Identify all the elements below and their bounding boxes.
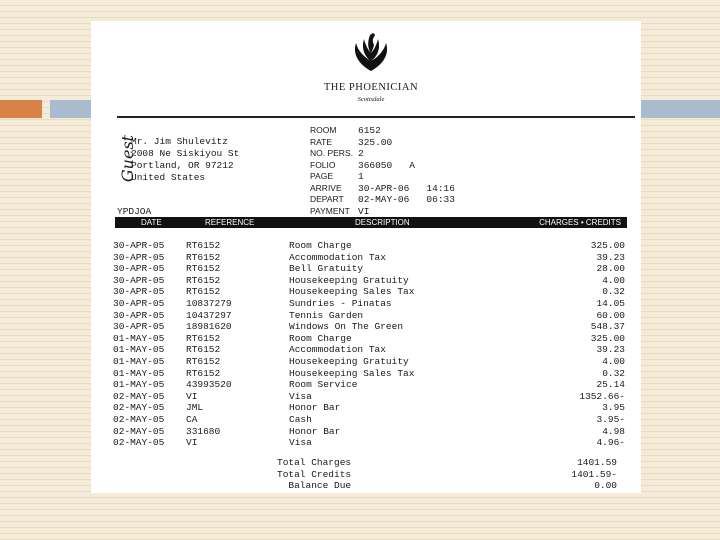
table-row bbox=[113, 402, 625, 414]
folio-info-labels bbox=[310, 125, 353, 217]
table-row bbox=[113, 251, 625, 264]
guest-address-block bbox=[131, 136, 239, 184]
row-reference: RT6152 bbox=[186, 274, 221, 286]
table-header-bar bbox=[115, 217, 627, 228]
row-reference: 331680 bbox=[186, 425, 221, 437]
row-date: 01-MAY-05 bbox=[113, 344, 165, 356]
row-reference: RT6152 bbox=[186, 263, 221, 275]
row-reference: RT6152 bbox=[186, 251, 221, 263]
row-description: Room Charge bbox=[289, 332, 352, 344]
hotel-folio-document bbox=[91, 21, 641, 493]
row-date: 01-MAY-05 bbox=[113, 379, 165, 391]
address-line: Portland, OR 97212 bbox=[131, 160, 234, 171]
row-description: Accommodation Tax bbox=[289, 344, 386, 356]
row-date: 02-MAY-05 bbox=[113, 425, 165, 437]
hotel-name: THE PHOENICIAN bbox=[323, 82, 419, 93]
row-date: 30-APR-05 bbox=[113, 240, 165, 251]
address-line: United States bbox=[131, 172, 206, 183]
info-label-folio: FOLIO bbox=[310, 159, 336, 170]
total-charges-amount: 1401.59 bbox=[577, 457, 617, 468]
row-reference: RT6152 bbox=[186, 286, 221, 298]
row-amount: 0.32 bbox=[602, 286, 625, 298]
total-credits-label: Total Credits bbox=[277, 468, 352, 480]
row-amount: 4.98 bbox=[602, 425, 625, 437]
table-row bbox=[113, 437, 625, 449]
folio-info-values bbox=[358, 125, 455, 217]
info-label-arrive: ARRIVE bbox=[310, 182, 342, 193]
table-row bbox=[113, 379, 625, 391]
balance-due-amount: 0.00 bbox=[594, 480, 617, 492]
row-amount: 39.23 bbox=[596, 251, 625, 263]
header-amount: CHARGES • CREDITS bbox=[539, 218, 621, 227]
row-date: 02-MAY-05 bbox=[113, 390, 165, 402]
totals-block bbox=[277, 457, 617, 492]
info-value-rate: 325.00 bbox=[358, 136, 393, 148]
row-date: 02-MAY-05 bbox=[113, 437, 165, 449]
table-row bbox=[113, 297, 625, 310]
info-value-arrive: 30-APR-06 14:16 bbox=[358, 182, 455, 194]
row-description: Housekeeping Sales Tax bbox=[289, 367, 415, 379]
info-value-persons: 2 bbox=[358, 148, 364, 159]
total-row bbox=[277, 457, 617, 469]
table-row bbox=[113, 263, 625, 275]
phoenix-bird-logo-icon bbox=[346, 31, 396, 76]
info-value-page: 1 bbox=[358, 171, 364, 182]
row-amount: 4.96- bbox=[596, 437, 625, 449]
total-charges-label: Total Charges bbox=[277, 457, 352, 468]
info-value-depart: 02-MAY-06 06:33 bbox=[358, 194, 455, 205]
row-description: Housekeeping Gratuity bbox=[289, 355, 409, 367]
table-row bbox=[113, 367, 625, 380]
address-line: Mr. Jim Shulevitz bbox=[131, 136, 228, 147]
row-amount: 60.00 bbox=[596, 309, 625, 321]
table-row bbox=[113, 309, 625, 322]
row-reference: RT6152 bbox=[186, 355, 221, 367]
row-description: Room Charge bbox=[289, 240, 352, 251]
row-reference: 10437297 bbox=[186, 309, 232, 321]
info-value-folio: 366050 A bbox=[358, 159, 416, 171]
row-amount: 325.00 bbox=[590, 240, 625, 251]
total-credits-amount: 1401.59- bbox=[571, 468, 617, 480]
row-amount: 548.37 bbox=[590, 321, 625, 333]
row-description: Visa bbox=[289, 390, 312, 402]
row-amount: 0.32 bbox=[602, 367, 625, 379]
row-description: Sundries - Pinatas bbox=[289, 297, 392, 309]
header-reference: REFERENCE bbox=[205, 218, 255, 227]
table-row bbox=[113, 286, 625, 298]
row-reference: 43993520 bbox=[186, 379, 232, 391]
row-date: 30-APR-05 bbox=[113, 263, 165, 275]
balance-due-label: Balance Due bbox=[277, 480, 352, 492]
info-value-room: 6152 bbox=[358, 125, 381, 136]
row-reference: RT6152 bbox=[186, 367, 221, 379]
row-amount: 3.95- bbox=[596, 413, 625, 425]
total-row bbox=[277, 480, 617, 492]
row-date: 02-MAY-05 bbox=[113, 402, 165, 414]
header-description: DESCRIPTION bbox=[355, 218, 410, 227]
row-amount: 4.00 bbox=[602, 274, 625, 286]
table-row bbox=[113, 321, 625, 333]
row-description: Visa bbox=[289, 437, 312, 449]
table-row bbox=[113, 390, 625, 403]
row-date: 02-MAY-05 bbox=[113, 413, 165, 425]
row-date: 01-MAY-05 bbox=[113, 355, 165, 367]
address-line: 2008 Ne Siskiyou St bbox=[131, 148, 240, 159]
row-description: Honor Bar bbox=[289, 425, 341, 437]
row-description: Cash bbox=[289, 413, 312, 425]
row-description: Accommodation Tax bbox=[289, 251, 386, 263]
total-row bbox=[277, 469, 617, 481]
row-reference: JML bbox=[186, 402, 204, 414]
table-row bbox=[113, 413, 625, 426]
row-description: Windows On The Green bbox=[289, 321, 404, 333]
row-amount: 3.95 bbox=[602, 402, 625, 414]
info-label-room: ROOM bbox=[310, 125, 337, 135]
table-row bbox=[113, 240, 625, 252]
row-description: Tennis Garden bbox=[289, 309, 364, 321]
charges-table-body bbox=[113, 240, 625, 449]
row-amount: 325.00 bbox=[590, 332, 625, 344]
table-row bbox=[113, 344, 625, 356]
row-reference: RT6152 bbox=[186, 344, 221, 356]
info-label-rate: RATE bbox=[310, 136, 333, 147]
row-date: 01-MAY-05 bbox=[113, 367, 165, 379]
info-label-page: PAGE bbox=[310, 171, 333, 181]
accent-bar-blue-left bbox=[50, 100, 92, 118]
row-amount: 1352.66- bbox=[579, 390, 625, 402]
table-row bbox=[113, 355, 625, 368]
row-amount: 14.05 bbox=[596, 297, 625, 309]
row-reference: 10837279 bbox=[186, 297, 232, 309]
row-reference: VI bbox=[186, 390, 198, 402]
info-label-payment: PAYMENT bbox=[310, 205, 350, 216]
table-row bbox=[113, 332, 625, 345]
row-date: 30-APR-05 bbox=[113, 309, 165, 321]
header-date: DATE bbox=[141, 218, 162, 227]
accent-bar-blue-right bbox=[640, 100, 720, 118]
row-reference: CA bbox=[186, 413, 198, 425]
row-date: 30-APR-05 bbox=[113, 251, 165, 263]
row-date: 30-APR-05 bbox=[113, 286, 165, 298]
info-label-depart: DEPART bbox=[310, 194, 344, 204]
info-value-payment: VI bbox=[358, 205, 370, 217]
row-amount: 39.23 bbox=[596, 344, 625, 356]
guest-handwritten-label: Guest bbox=[118, 134, 138, 183]
row-description: Housekeeping Gratuity bbox=[289, 274, 409, 286]
row-date: 30-APR-05 bbox=[113, 297, 165, 309]
row-amount: 28.00 bbox=[596, 263, 625, 275]
row-reference: 18981620 bbox=[186, 321, 232, 333]
row-reference: RT6152 bbox=[186, 332, 221, 344]
row-reference: RT6152 bbox=[186, 240, 221, 251]
row-amount: 4.00 bbox=[602, 355, 625, 367]
row-reference: VI bbox=[186, 437, 198, 449]
row-description: Honor Bar bbox=[289, 402, 341, 414]
table-row bbox=[113, 425, 625, 438]
table-row bbox=[113, 274, 625, 287]
row-description: Room Service bbox=[289, 379, 358, 391]
row-description: Housekeeping Sales Tax bbox=[289, 286, 415, 298]
hotel-location: Scottsdale bbox=[357, 96, 385, 103]
accent-bar-orange bbox=[0, 100, 42, 118]
guest-code: YPDJOA bbox=[117, 206, 152, 217]
row-date: 01-MAY-05 bbox=[113, 332, 165, 344]
row-date: 30-APR-05 bbox=[113, 274, 165, 286]
row-amount: 25.14 bbox=[596, 379, 625, 391]
header-divider bbox=[117, 116, 635, 118]
row-date: 30-APR-05 bbox=[113, 321, 165, 333]
info-label-persons: NO. PERS. bbox=[310, 148, 353, 158]
row-description: Bell Gratuity bbox=[289, 263, 364, 275]
